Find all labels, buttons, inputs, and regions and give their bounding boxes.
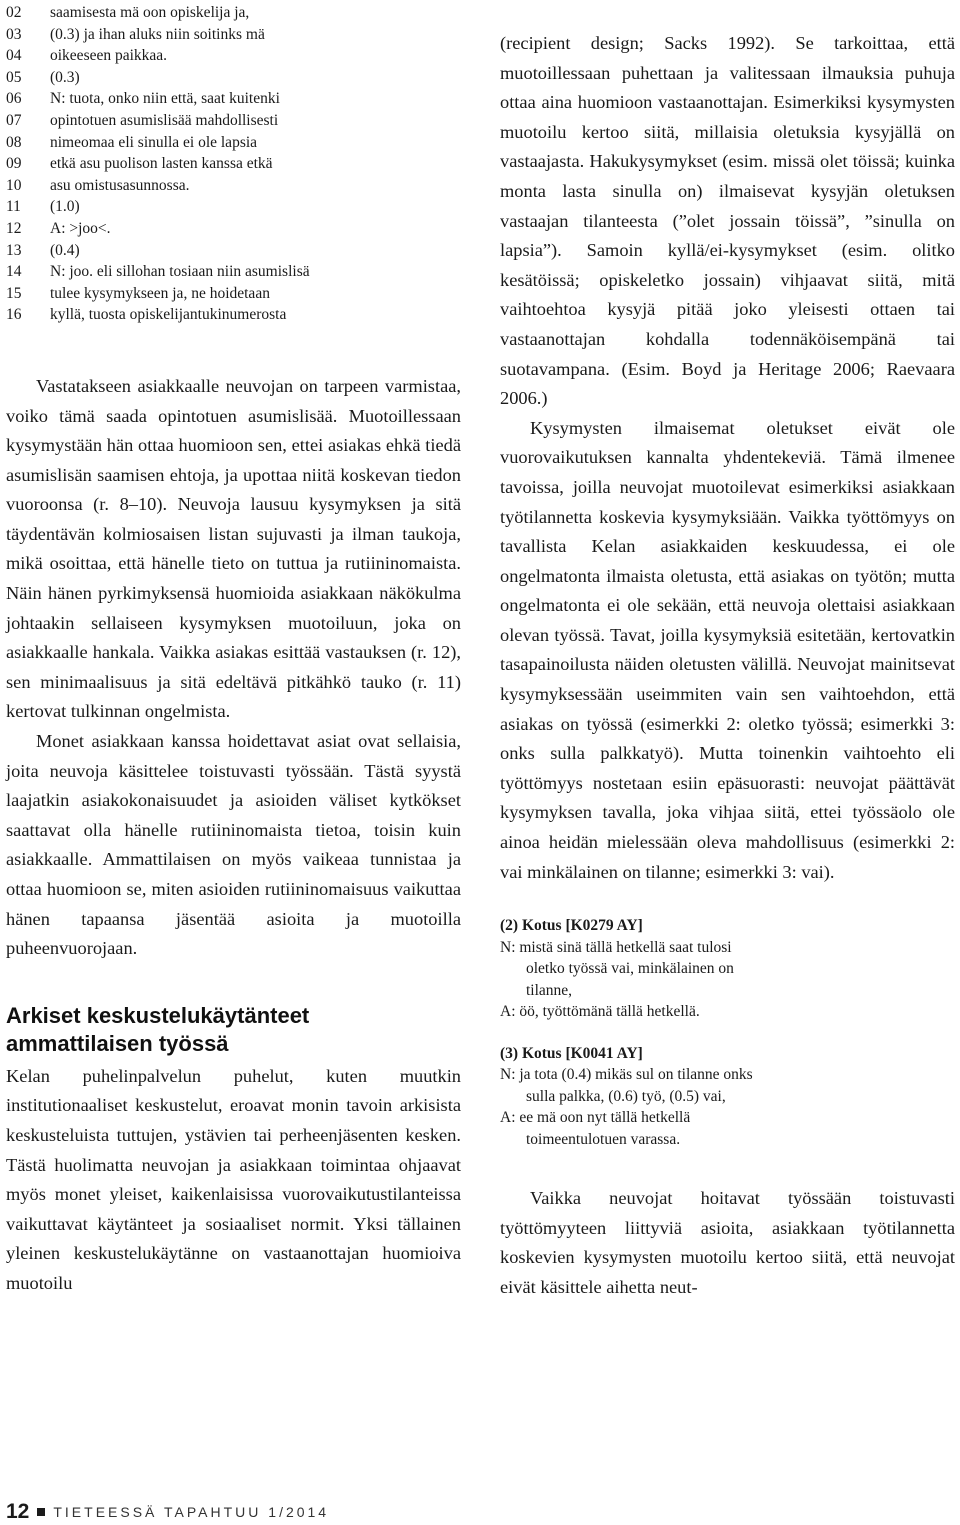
line-text: N: tuota, onko niin että, saat kuitenki — [50, 90, 280, 108]
line-text: nimeomaa eli sinulla ei ole lapsia — [50, 133, 258, 151]
body-paragraph: Vastatakseen asiakkaalle neuvojan on tarpeen varmistaa, voiko tämä saada opintotuen asumislisää. Muotoillessaan kysymystään hän ottaa huomioon sen, ettei asiakas ehkä tiedä asumislisän saamisen ehtoja, ja upottaa niitä koskevan tiedon vuoroonsa (r. 8–10). Neuvoja lausuu kysymyksen ja sitä täydentävän kolmiosaisen listan sujuvasti ja ilman taukoja, mikä osoittaa, että hänelle tieto on tuttua ja rutiininomaista. Näin hänen pyrkimyksensä huomioida asiakkaan näkökulma johtaakin sellaiseen kysymyksen muotoiluun, joka on asiakkaalle hankala. Vaikka asiakas esittää vastauksen (r. 12), sen minimaalisuus ja sitä edeltävä pitkähkö tauko (r. 11) kertovat tulkinnan ongelmista. — [6, 375, 461, 722]
line-number: 12 — [6, 219, 22, 237]
line-number: 14 — [6, 263, 22, 281]
transcript-line — [6, 153, 461, 175]
transcript-line — [6, 196, 461, 218]
example-line: A: ee mä oon nyt tällä hetkellä — [500, 1109, 691, 1127]
example-title: (3) Kotus [K0041 AY] — [500, 1044, 643, 1062]
example-line: oletko työssä vai, minkälainen on — [526, 960, 734, 978]
example-line: toimeentulotuen varassa. — [526, 1130, 681, 1148]
transcript-line — [6, 2, 461, 24]
example-line: N: ja tota (0.4) mikäs sul on tilanne onks — [500, 1066, 753, 1084]
line-text: (0.4) — [50, 241, 80, 259]
transcript-line — [6, 132, 461, 154]
transcript-line — [6, 261, 461, 283]
line-number: 07 — [6, 111, 22, 129]
line-text: A: >joo<. — [50, 219, 111, 237]
line-text: (0.3) — [50, 68, 80, 86]
transcript-line — [6, 283, 461, 305]
transcript-line — [6, 218, 461, 240]
line-text: etkä asu puolison lasten kanssa etkä — [50, 155, 273, 173]
line-text: tulee kysymykseen ja, ne hoidetaan — [50, 284, 270, 302]
section-paragraph: Kelan puhelinpalvelun puhelut, kuten muutkin institutionaaliset keskustelut, eroavat monin tavoin arkisista keskusteluista tuttujen, ystävien tai perheenjäsenten kesken. Tästä huolimatta neuvojan ja asiakkaan toimintaa ohjaavat myös monet yleiset, kaikenlaisissa vuorovaikutustilanteissa vaikuttavat käytänteet ja sosiaaliset normit. Yksi tällainen yleinen keskustelukäytänne on vastaanottajan huomioiva muotoilu — [6, 1065, 461, 1293]
example-line: A: öö, työttömänä tällä hetkellä. — [500, 1003, 700, 1021]
line-text: opintotuen asumislisää mahdollisesti — [50, 111, 279, 129]
line-text: asu omistusasunnossa. — [50, 176, 190, 194]
line-number: 10 — [6, 176, 22, 194]
line-number: 11 — [6, 198, 21, 216]
line-text: (0.3) ja ihan aluks niin soitinks mä — [50, 25, 265, 43]
transcript-excerpt — [6, 2, 461, 326]
line-text: saamisesta mä oon opiskelija ja, — [50, 4, 250, 21]
line-text: kyllä, tuosta opiskelijantukinumerosta — [50, 306, 287, 324]
line-number: 15 — [6, 284, 22, 302]
body-paragraph: (recipient design; Sacks 1992). Se tarkoittaa, että muotoillessaan puhettaan ja valitessaan ilmauksia puhuja ottaa aina huomioon vastaanottajan. Esimerkiksi kysymysten muotoilu kertoo siitä, millaisia oletuksia kysyjällä on vastaajasta. Hakukysymykset (esim. missä olet töissä; kuinka monta lasta sinulla on) ilmaisevat kysyjän oletuksen vastaajan tilanteesta (”olet jossain töissä”, ”sinulla on lapsia”). Samoin kyllä/ei-kysymykset (esim. olitko kesätöissä; opiskeletko jossain) vihjaavat siitä, mitä vaihtoehtoa kysyjä pitää joko yleisesti ottaen tai vastaanottajan kohdalla todennäköisempänä tai suotavampana. (Esim. Boyd ja Heritage 2006; Raevaara 2006.) — [500, 33, 955, 409]
transcript-line — [6, 304, 461, 326]
page-footer — [6, 1500, 329, 1524]
square-bullet-icon — [37, 1508, 45, 1516]
section-heading-line2: ammattilaisen työssä — [6, 1030, 229, 1056]
example-line: N: mistä sinä tällä hetkellä saat tulosi — [500, 938, 732, 956]
line-text: (1.0) — [50, 198, 80, 216]
line-number: 08 — [6, 133, 22, 151]
line-number: 09 — [6, 155, 22, 173]
transcript-line — [6, 240, 461, 262]
journal-title: TIETEESSÄ TAPAHTUU 1/2014 — [53, 1504, 330, 1520]
right-column — [500, 29, 955, 1303]
example-2 — [500, 915, 955, 1023]
line-number: 16 — [6, 306, 22, 324]
transcript-line — [6, 45, 461, 67]
transcript-line — [6, 175, 461, 197]
line-number: 05 — [6, 68, 22, 86]
section-heading-line1: Arkiset keskustelukäytänteet — [6, 1002, 310, 1028]
line-number: 03 — [6, 25, 22, 43]
line-number: 13 — [6, 241, 22, 259]
left-column — [6, 0, 461, 1299]
line-text: oikeeseen paikkaa. — [50, 47, 168, 65]
line-number: 06 — [6, 90, 22, 108]
example-3 — [500, 1043, 955, 1151]
section-heading — [6, 1002, 461, 1058]
transcript-line — [6, 67, 461, 89]
transcript-line — [6, 88, 461, 110]
body-paragraph: Monet asiakkaan kanssa hoidettavat asiat ovat sellaisia, joita neuvoja käsittelee toistuvasti työssään. Tästä syystä laajatkin asiakokonaisuudet ja asioiden väliset kytkökset saattavat olla hänelle rutiininomaista tietoa, toisin kuin asiakkaalle. Ammattilaisen on myös vaikeaa tunnistaa ja ottaa huomioon se, miten asioiden rutiininomaisuus vaikuttaa hänen tapaansa jäsentää asioita ja muotoilla puheenvuorojaan. — [6, 731, 461, 959]
transcript-line — [6, 110, 461, 132]
line-number: 04 — [6, 47, 22, 65]
line-number: 02 — [6, 4, 22, 21]
example-title: (2) Kotus [K0279 AY] — [500, 917, 643, 935]
page-number: 12 — [6, 1500, 30, 1523]
transcript-line — [6, 24, 461, 46]
body-paragraph: Kysymysten ilmaisemat oletukset eivät ole vuorovaikutuksen kannalta yhdentekeviä. Tämä ilmenee tavoissa, joilla neuvojat muotoilevat esimerkiksi asiakkaan työtilannetta koskevia kysymyksiään. Vaikka työttömyys on tavallista Kelan asiakkaiden keskuudessa, ei ole ongelmatonta ilmaista oletusta, että asiakas on työtön; mutta ongelmatonta ei ole sekään, että neuvoja olettaisi asiakkaan olevan työssä. Tavat, joilla kysymyksiä esitetään, kertovatkin tasapainoilusta näiden oletusten välillä. Neuvojat mainitsevat kysymyksessään useimmiten vain sen vaihtoehdon, että asiakas on työssä (esimerkki 2: oletko työssä; esimerkki 3: onks sulla palkkatyö). Mutta toinenkin vaihtoehto eli työttömyys nostetaan esiin epäsuorasti: neuvojat päättävät kysymyksen tavalla, joka vihjaa siitä, ettei työssäolo ole ainoa heidän mielessään oleva mahdollisuus (esimerkki 2: vai minkälainen on tilanne; esimerkki 3: vai). — [500, 417, 955, 882]
line-text: N: joo. eli sillohan tosiaan niin asumislisä — [50, 263, 310, 281]
example-line: sulla palkka, (0.6) työ, (0.5) vai, — [526, 1087, 726, 1105]
body-paragraph: Vaikka neuvojat hoitavat työssään toistuvasti työttömyyteen liittyviä asioita, asiakkaan työtilannetta koskevien kysymysten muotoilu kertoo siitä, että neuvojat eivät käsittele aihetta neut- — [500, 1188, 955, 1297]
example-line: tilanne, — [526, 981, 573, 999]
